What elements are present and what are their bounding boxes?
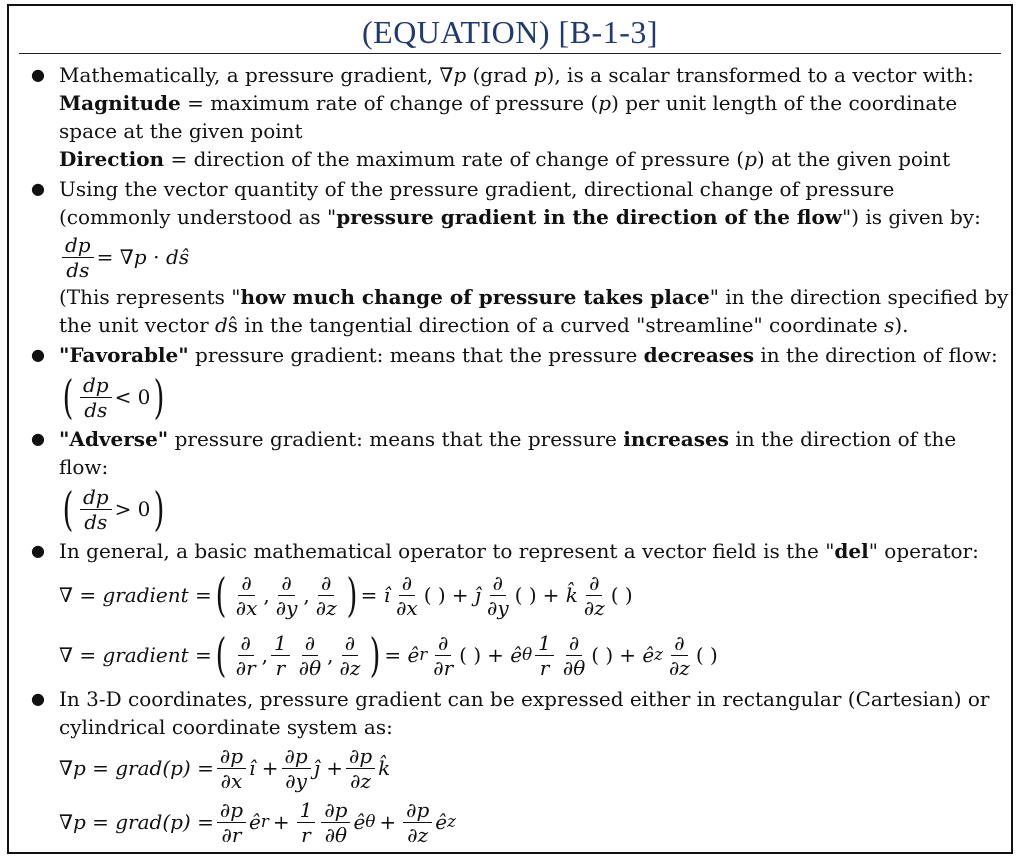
keyword: decreases — [643, 343, 755, 367]
fraction-numerator: ∂ — [238, 571, 254, 596]
text-line — [59, 89, 1007, 117]
fraction-denominator: ∂x — [396, 595, 418, 620]
text-span: In general, a basic mathematical operator to represent a vector field is the " — [59, 539, 835, 563]
equation-adverse — [59, 481, 1007, 537]
title-divider — [19, 53, 1001, 54]
text-span: " operator: — [868, 539, 979, 563]
paren-left: ( — [62, 370, 74, 424]
equation-term: = ê — [384, 643, 420, 667]
fraction-numerator: ∂ — [342, 631, 358, 656]
text-line: space at the given point — [59, 119, 303, 143]
fraction-numerator: dp — [80, 373, 112, 398]
fraction-numerator: ∂p — [282, 744, 311, 769]
fraction-denominator: ds — [84, 397, 108, 422]
fraction — [666, 631, 693, 680]
equation-lhs: ∇𝑝 = grad(𝑝) = — [59, 756, 214, 780]
text-line: Mathematically, a pressure gradient, ∇𝑝 (grad 𝑝), is a scalar transformed to a vector with: — [59, 63, 974, 87]
equation-rhs: = ∇𝑝 ⋅ 𝑑ŝ — [96, 245, 190, 269]
paren-left: ( — [215, 568, 227, 622]
fraction-denominator: ∂y — [487, 595, 509, 620]
fraction — [271, 631, 290, 680]
bullet-favorable — [27, 341, 1007, 425]
fraction-numerator: ∂ — [490, 571, 506, 596]
fraction-denominator: ∂z — [315, 595, 337, 620]
magnitude-label: Magnitude — [59, 91, 181, 115]
equation-lhs: ∇ = gradient = — [59, 643, 212, 667]
bold-phrase: pressure gradient in the direction of the flow — [336, 205, 843, 229]
fraction-denominator: ds — [84, 509, 108, 534]
blank-paren: ( ) — [591, 643, 614, 667]
fraction-numerator: ∂ — [318, 571, 334, 596]
equation-term: k̂ — [378, 756, 391, 780]
magnitude-text: = maximum rate of change of pressure (𝑝) per unit length of the coordinate — [180, 91, 958, 115]
text-line: Using the vector quantity of the pressure gradient, directional change of pressure — [59, 177, 895, 201]
fraction-numerator: ∂p — [217, 744, 246, 769]
fraction-numerator: ∂p — [321, 798, 350, 823]
text-line — [59, 537, 1007, 565]
fraction — [581, 571, 608, 620]
bold-phrase: how much change of pressure takes place — [240, 285, 710, 309]
equation-panel — [7, 4, 1013, 854]
subscript: z — [447, 812, 456, 831]
text-span: pressure gradient: means that the pressure — [168, 427, 624, 451]
equation-term: ê — [353, 810, 366, 834]
fraction-denominator: ∂x — [220, 768, 243, 793]
text-span: in the direction of flow: — [754, 343, 998, 367]
text-span: pressure gradient: means that the pressure — [188, 343, 644, 367]
fraction-numerator: dp — [62, 233, 94, 258]
bullet-icon: ● — [31, 429, 45, 448]
fraction-numerator: ∂ — [586, 571, 602, 596]
adverse-label: "Adverse" — [59, 427, 169, 451]
fraction-numerator: ∂p — [403, 798, 432, 823]
fraction-denominator: ∂θ — [298, 655, 322, 680]
plus-sign: + — [379, 810, 397, 834]
fraction-numerator: 1 — [271, 631, 290, 656]
fraction — [321, 798, 350, 847]
equation-term: ȷ̂ + — [313, 756, 344, 780]
fraction — [393, 571, 421, 620]
text-line — [59, 203, 1007, 231]
paren-left: ( — [215, 628, 227, 682]
bullet-gradient-definition — [27, 61, 1007, 173]
direction-text: = direction of the maximum rate of change of pressure (𝑝) at the given point — [164, 147, 951, 171]
fraction-denominator: ∂θ — [324, 822, 348, 847]
subscript: z — [654, 645, 663, 664]
equation-term: + ê — [487, 643, 523, 667]
blank-paren: ( ) — [459, 643, 482, 667]
fraction-denominator: ∂z — [668, 655, 690, 680]
text-span: " in the direction specified by — [709, 285, 1009, 309]
fraction-dp-ds — [80, 373, 112, 422]
fraction — [217, 744, 246, 793]
equation-term: = ı̂ — [360, 583, 391, 607]
fraction — [560, 631, 588, 680]
bullet-3d-coordinates — [27, 685, 1007, 849]
bullet-del-operator — [27, 537, 1007, 685]
equation-lhs: ∇ = gradient = — [59, 583, 212, 607]
fraction-numerator: ∂ — [399, 571, 415, 596]
fraction-denominator: ∂r — [221, 822, 242, 847]
fraction-numerator: ∂ — [302, 631, 318, 656]
fraction — [296, 631, 324, 680]
fraction-denominator: r — [301, 822, 311, 847]
paren-right: ) — [369, 628, 381, 682]
fraction — [484, 571, 512, 620]
fraction — [217, 798, 246, 847]
fraction-numerator: ∂ — [278, 571, 294, 596]
subscript: θ — [365, 812, 376, 831]
equation-term: ê — [249, 810, 261, 834]
favorable-label: "Favorable" — [59, 343, 189, 367]
blank-paren: ( ) — [514, 583, 537, 607]
subscript: r — [419, 645, 428, 664]
paren-right: ) — [153, 482, 165, 536]
bullet-icon: ● — [31, 65, 45, 84]
equation-grad-cartesian — [59, 741, 1007, 795]
equation-del-cylindrical: ∇ = gradient = ( $\frac{\partial}{\partial r}$ , $\frac{1}{r}$ $\frac{\partial}{\partial\theta}$ , $\frac{\partial}{\partial z}$ ) = ê r $\frac{\partial}{\partial r}$ ( ) + ê θ $\frac{1}{r}$ $\frac{\partial}{\partial\theta}$ ( ) + ê z $\frac{\partial}{\partial z}$ ( ) — [59, 628, 718, 682]
text-line — [59, 425, 1007, 453]
equation-del-cartesian: ∇ = gradient = ( $\frac{\partial}{\partial x}$ , $\frac{\partial}{\partial y}$ , $\frac{\partial}{\partial z}$ ) = ı̂ $\frac{\partial}{\partial x}$ ( ) + ȷ̂ $\frac{\partial}{\partial y}$ ( ) + k̂ $\frac{\partial}{\partial z}$ ( ) — [59, 568, 633, 622]
fraction-denominator: ds — [66, 257, 90, 282]
fraction — [297, 798, 316, 847]
fraction-dp-ds — [80, 485, 112, 534]
fraction — [403, 798, 432, 847]
fraction-numerator: ∂ — [435, 631, 451, 656]
text-line — [59, 283, 1007, 311]
fraction-denominator: r — [275, 655, 286, 680]
fraction — [273, 571, 301, 620]
bullet-icon: ● — [31, 179, 45, 198]
text-span: (This represents " — [59, 285, 241, 309]
fraction-denominator: ∂y — [275, 595, 298, 620]
bullet-icon: ● — [31, 345, 45, 364]
fraction-numerator: ∂p — [346, 744, 375, 769]
fraction-denominator: ∂x — [235, 595, 258, 620]
bullet-icon: ● — [31, 689, 45, 708]
paren-left: ( — [62, 482, 74, 536]
equation-term: + k̂ — [542, 583, 578, 607]
fraction — [346, 744, 375, 793]
fraction — [233, 631, 259, 680]
equation-term: ê — [435, 810, 448, 834]
bullet-list — [27, 61, 1007, 849]
relation: < 0 — [114, 385, 151, 409]
equation-grad-cylindrical — [59, 795, 1007, 849]
subscript: θ — [522, 645, 533, 664]
text-line: In 3-D coordinates, pressure gradient can be expressed either in rectangular (Cartesian) or — [59, 687, 990, 711]
equation-dp-ds — [59, 231, 1007, 283]
fraction-denominator: ∂θ — [562, 655, 586, 680]
fraction — [430, 631, 456, 680]
fraction — [282, 744, 311, 793]
text-span: in the direction of the — [729, 427, 957, 451]
bullet-adverse — [27, 425, 1007, 537]
equation-term: + ȷ̂ — [451, 583, 482, 607]
fraction-numerator: 1 — [535, 631, 554, 656]
fraction-denominator: ∂z — [339, 655, 361, 680]
fraction-denominator: ∂y — [285, 768, 307, 793]
fraction-numerator: 1 — [297, 798, 316, 823]
fraction — [233, 571, 261, 620]
text-line: flow: — [59, 455, 109, 479]
fraction-denominator: ∂z — [583, 595, 605, 620]
text-line — [59, 341, 1007, 369]
equation-term: + ê — [619, 643, 655, 667]
keyword: del — [834, 539, 869, 563]
fraction-numerator: ∂ — [671, 631, 687, 656]
paren-right: ) — [346, 568, 357, 622]
text-span: (commonly understood as " — [59, 205, 337, 229]
fraction-denominator: ∂r — [433, 655, 454, 680]
fraction-denominator: r — [539, 655, 550, 680]
fraction-dp-ds — [62, 233, 94, 282]
bullet-directional-change — [27, 175, 1007, 339]
blank-paren: ( ) — [610, 583, 633, 607]
fraction-numerator: ∂ — [566, 631, 582, 656]
blank-paren: ( ) — [695, 643, 718, 667]
fraction — [535, 631, 554, 680]
fraction-denominator: ∂z — [350, 768, 372, 793]
plus-sign: + — [272, 810, 290, 834]
fraction — [337, 631, 364, 680]
fraction-numerator: ∂ — [238, 631, 254, 656]
fraction-numerator: ∂p — [217, 798, 246, 823]
subscript: r — [260, 812, 269, 831]
equation-favorable — [59, 369, 1007, 425]
equation-term: ı̂ + — [249, 756, 279, 780]
keyword: increases — [623, 427, 729, 451]
fraction-numerator: dp — [80, 485, 112, 510]
equation-lhs: ∇𝑝 = grad(𝑝) = — [59, 810, 214, 834]
fraction-denominator: ∂z — [407, 822, 429, 847]
bullet-icon: ● — [31, 541, 45, 560]
text-span: ") is given by: — [842, 205, 981, 229]
direction-label: Direction — [59, 147, 165, 171]
paren-right: ) — [153, 370, 165, 424]
fraction — [313, 571, 340, 620]
blank-paren: ( ) — [423, 583, 446, 607]
relation: > 0 — [114, 497, 151, 521]
text-line: cylindrical coordinate system as: — [59, 715, 393, 739]
fraction-denominator: ∂r — [235, 655, 256, 680]
page-title: (EQUATION) [B-1-3] — [361, 14, 659, 50]
text-line — [59, 145, 1007, 173]
text-line: the unit vector 𝑑ŝ in the tangential direction of a curved "streamline" coordinate 𝑠). — [59, 313, 909, 337]
